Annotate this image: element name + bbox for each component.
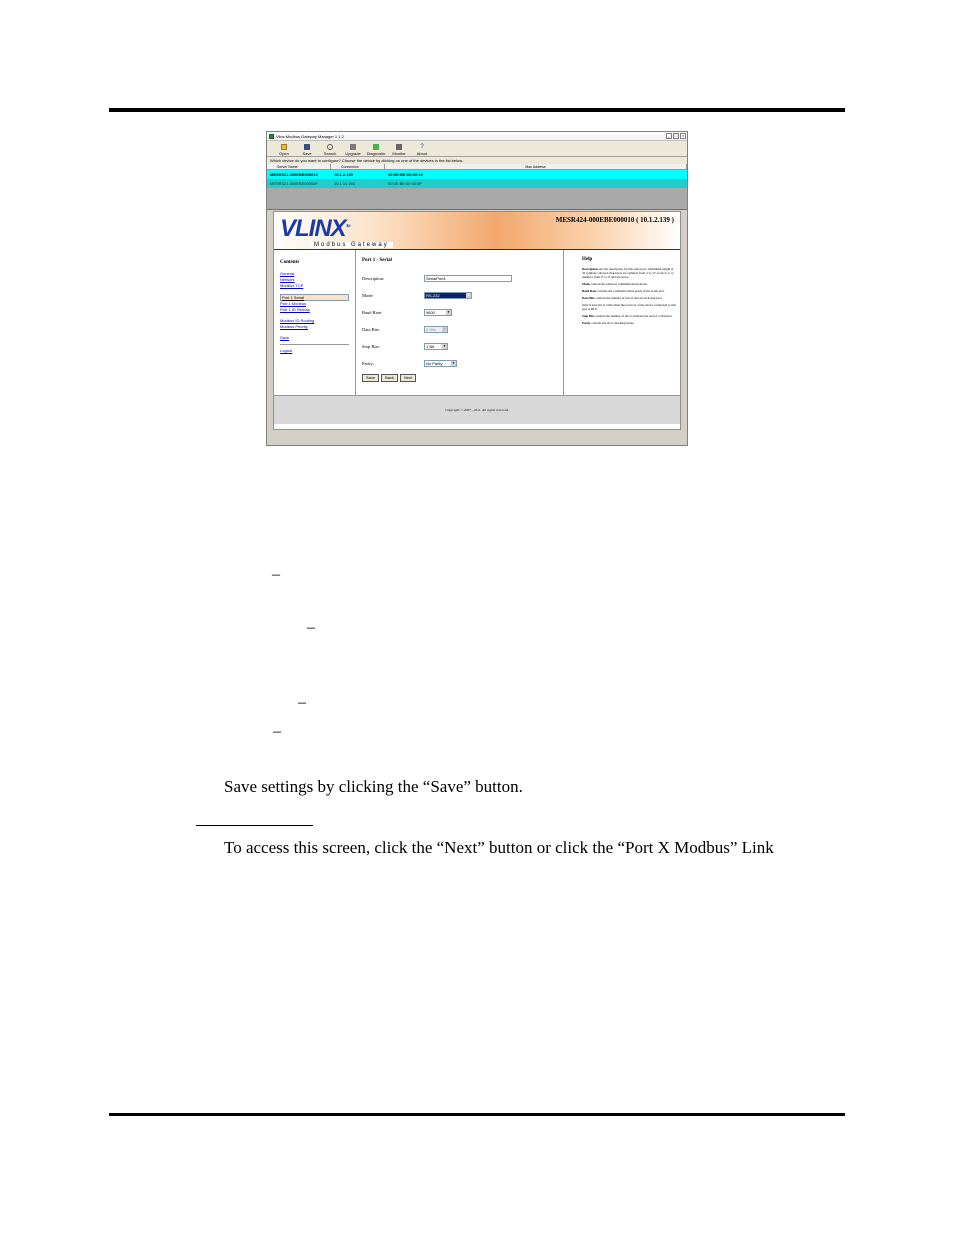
banner [274, 212, 680, 250]
baud-rate-value: 9600 [426, 310, 435, 315]
about-label: About [416, 151, 428, 156]
help-term: Stop Bits [582, 314, 595, 318]
parity-value: No Parity [426, 361, 443, 366]
data-bits-select[interactable] [424, 326, 448, 333]
nav-network[interactable]: Network [280, 277, 295, 282]
search-icon [327, 144, 333, 150]
help-icon: ? [420, 144, 424, 150]
help-rtu-note: Only 8 data bits is valid when the protocol of the device connected to this port is RTU. [582, 303, 676, 311]
search-label: Search [323, 151, 337, 156]
diagnostic-label: Diagnostic [366, 151, 386, 156]
chevron-down-icon: ▼ [443, 327, 446, 331]
save-instruction: Save settings by clicking the “Save” button. [224, 777, 523, 796]
col-connection[interactable]: Connection [331, 164, 385, 169]
help-text: sets the description for this serial port. Maximum length is 32 symbols, allowed characters are symbols from 'a' to 'Z', from 'a' to 'z', numbers from '0' to '9' and the space. [582, 267, 675, 279]
title-bar [267, 132, 687, 141]
embedded-web-page [273, 211, 681, 430]
maximize-button[interactable]: □ [674, 133, 678, 138]
header-rule [109, 108, 845, 112]
description-input[interactable]: SerialPort1 [424, 275, 512, 282]
stop-bits-value: 1 Bit [426, 344, 435, 349]
save-tool-label: Save [302, 151, 312, 156]
save-button[interactable]: Save [362, 374, 379, 382]
device-name: MESR321-000EBE00000F [270, 181, 318, 186]
data-bits-value: 8 Bits [426, 327, 437, 332]
next-button[interactable]: Next [400, 374, 416, 382]
device-title: MESR424-000EBE000010 ( 10.1.2.139 ) [555, 216, 674, 224]
open-label: Open [279, 151, 289, 156]
col-mac-address[interactable]: Mac Address [385, 164, 687, 169]
logo-subtitle: Modbus Gateway [310, 242, 393, 248]
save-tool-button[interactable] [296, 144, 318, 156]
help-stop-bits [582, 314, 676, 318]
list-dash: – [273, 723, 281, 740]
list-dash: – [307, 619, 315, 636]
close-button[interactable]: × [681, 133, 685, 138]
about-button[interactable] [411, 144, 433, 156]
device-row[interactable] [267, 179, 687, 188]
parity-label: Parity: [362, 361, 374, 366]
description-label: Description: [362, 276, 385, 281]
nav-general[interactable]: General [280, 271, 295, 276]
help-data-bits [582, 296, 676, 300]
help-panel [564, 250, 680, 395]
diagnostic-button[interactable] [365, 144, 387, 156]
help-mode [582, 282, 676, 286]
stop-bits-label: Stop Bits: [362, 344, 380, 349]
parity-select[interactable] [424, 360, 457, 367]
logo-text: VLINX [280, 215, 346, 242]
device-ip: 10.1.11.155 [334, 181, 355, 186]
chevron-down-icon: ▼ [447, 310, 450, 314]
logo-tm: TM [345, 223, 350, 228]
help-term: Data Bits [582, 296, 595, 300]
monitor-button[interactable] [388, 144, 410, 156]
app-icon [269, 134, 274, 139]
access-instruction: To access this screen, click the “Next” button or click the “Port X Modbus” Link [224, 838, 774, 857]
nav-modbus-priority[interactable]: Modbus Priority [280, 324, 308, 329]
nav-heading: Contents [280, 260, 300, 265]
device-mac: 00:0E:BE:00:00:0F [388, 181, 422, 186]
col-server-name[interactable]: Server Name [267, 164, 331, 169]
help-baud [582, 289, 676, 293]
list-empty-area [267, 188, 687, 210]
data-bits-label: Data Bits: [362, 327, 381, 332]
help-heading: Help [582, 257, 593, 262]
chevron-down-icon: ▼ [443, 344, 446, 348]
nav-logout[interactable]: Logout [280, 348, 293, 353]
open-button[interactable] [273, 144, 295, 156]
upgrade-label: Upgrade [345, 151, 361, 156]
help-text: controls the number of bits to indicate the end of a character. [594, 314, 673, 318]
baud-rate-label: Baud Rate: [362, 310, 383, 315]
list-dash: – [298, 694, 306, 711]
vlinx-logo [280, 215, 349, 243]
diagnostic-icon [373, 144, 379, 150]
footer-rule [109, 1113, 845, 1116]
nav-modbus-tcp[interactable]: Modbus TCP [280, 283, 304, 288]
gateway-manager-window [266, 131, 688, 446]
nav-save[interactable]: Save [280, 335, 290, 340]
folder-icon [281, 144, 287, 150]
window-title: Vlinx Modbus Gateway Manager 1.1.2 [276, 133, 344, 139]
search-button[interactable] [319, 144, 341, 156]
device-mac: 00:0E:BE:00:00:10 [388, 172, 423, 177]
device-prompt: Which device do you want to configure? Choose the device by clicking on one of the devices in the list below. [267, 157, 687, 164]
help-description [582, 267, 676, 279]
help-text: controls the error checking mode. [590, 321, 635, 325]
monitor-label: Monitor [392, 151, 406, 156]
device-row[interactable] [267, 170, 687, 179]
baud-rate-select[interactable] [424, 309, 452, 316]
chevron-down-icon: ▼ [452, 361, 455, 365]
device-name: MESR321-000EBE000010 [270, 172, 318, 177]
list-dash: – [272, 566, 280, 583]
help-term: Description [582, 267, 598, 271]
stop-bits-select[interactable] [424, 343, 448, 350]
minimize-button[interactable]: _ [667, 133, 671, 138]
mode-value: RS-232 [426, 293, 440, 298]
chevron-down-icon: ▼ [467, 293, 470, 297]
mode-label: Mode: [362, 293, 374, 298]
nav-modbus-id-routing[interactable]: Modbus ID Routing [280, 318, 315, 323]
upgrade-icon [350, 144, 356, 150]
nav-port1-serial[interactable]: Port 1 Serial [280, 294, 349, 301]
help-parity [582, 321, 676, 325]
copyright-footer: Copyright © 2007 - 2011. All rights reserved. [274, 395, 680, 424]
help-term: Mode [582, 282, 590, 286]
help-text: controls the number of bits of data in each character. [594, 296, 663, 300]
nav-port1-id-remap[interactable]: Port 1 ID Remap [280, 307, 310, 312]
device-ip: 10.1.2.139 [334, 172, 353, 177]
section-rule [196, 825, 313, 826]
help-text: controls the communications speed of the serial port. [596, 289, 665, 293]
mode-select[interactable] [424, 292, 472, 299]
contents-nav [274, 250, 356, 395]
disk-icon [304, 144, 310, 150]
serial-form [356, 250, 564, 395]
upgrade-button[interactable] [342, 144, 364, 156]
form-heading: Port 1 - Serial [362, 258, 392, 263]
help-term: Baud Rate [582, 289, 597, 293]
nav-port1-modbus[interactable]: Port 1 Modbus [280, 301, 307, 306]
toolbar [267, 141, 687, 157]
back-button[interactable]: Back [381, 374, 398, 382]
help-text: controls the physical communications mode. [589, 282, 648, 286]
monitor-icon [396, 144, 402, 150]
help-term: Parity [582, 321, 591, 325]
